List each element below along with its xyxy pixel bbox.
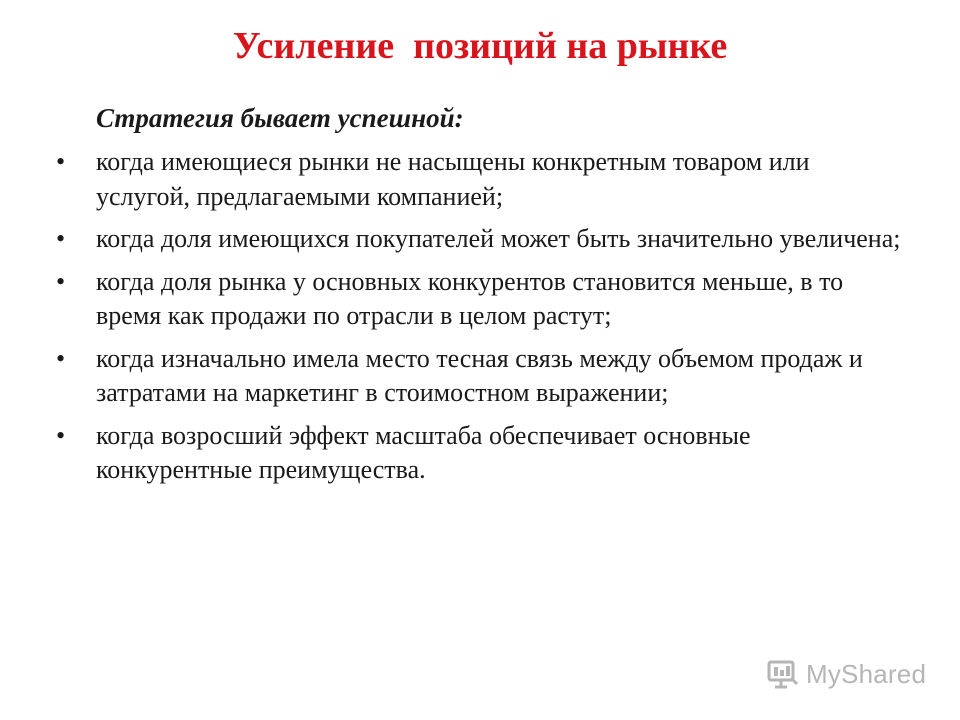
- bullet-list: [56, 145, 906, 496]
- slide-title: Усиление позиций на рынке: [232, 25, 728, 67]
- bullet-icon: •: [56, 420, 66, 450]
- bullet-text: когда изначально имела место тесная связь между объемом продаж и затратами на маркетинг в стоимостном выражении;: [96, 343, 863, 407]
- bullet-text: когда возросший эффект масштаба обеспечивает основные конкурентные преимущества.: [96, 420, 751, 484]
- bullet-text: когда имеющиеся рынки не насыщены конкретным товаром или услугой, предлагаемыми компанией;: [96, 147, 810, 211]
- bullet-text: когда доля рынка у основных конкурентов становится меньше, в то время как продажи по отрасли в целом растут;: [96, 266, 844, 330]
- list-item: [56, 145, 906, 214]
- watermark-text: MyShared: [806, 658, 927, 689]
- bullet-icon: •: [56, 266, 66, 296]
- list-item: [56, 265, 906, 334]
- watermark: [766, 654, 926, 694]
- list-item: [56, 419, 906, 488]
- myshared-logo-icon: [766, 657, 800, 691]
- list-item: [56, 222, 906, 257]
- bullet-icon: •: [56, 343, 66, 373]
- bullet-icon: •: [56, 224, 66, 253]
- bullet-text: когда доля имеющихся покупателей может быть значительно увеличена;: [96, 224, 901, 253]
- slide-subtitle: Стратегия бывает успешной:: [96, 103, 464, 133]
- bullet-icon: •: [56, 147, 66, 176]
- list-item: [56, 342, 906, 411]
